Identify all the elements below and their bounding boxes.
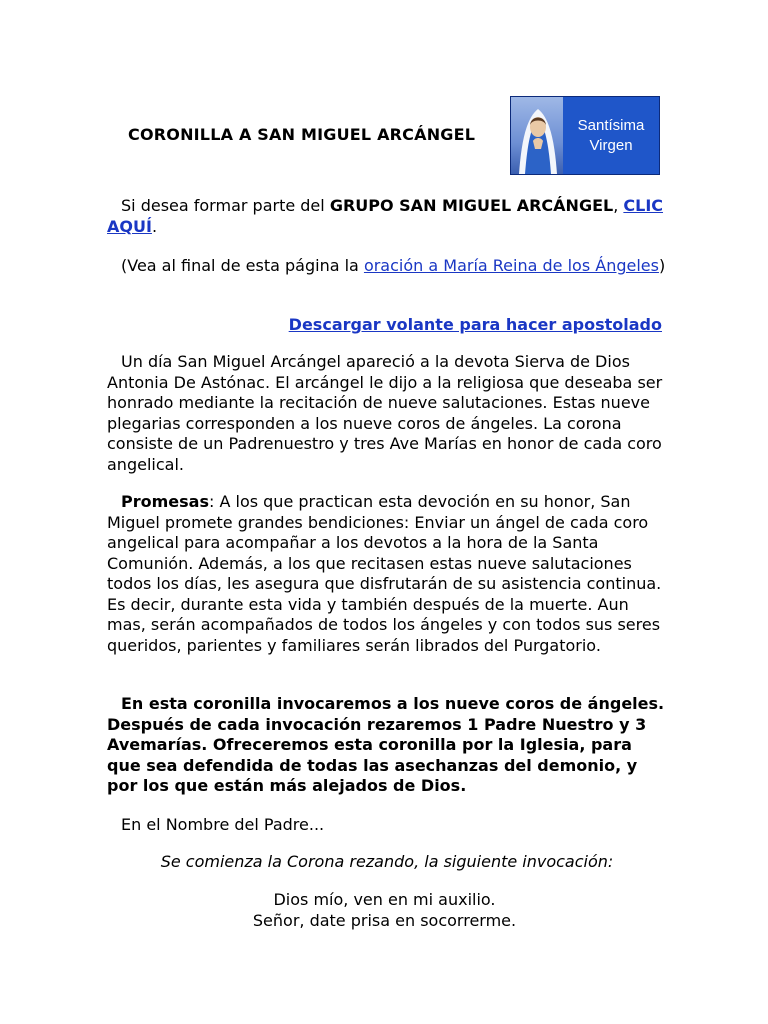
oracion-maria-link[interactable]: oración a María Reina de los Ángeles xyxy=(363,256,659,275)
virgin-portrait-image xyxy=(511,97,563,174)
intro-period: . xyxy=(151,216,158,236)
story-paragraph: Un día San Miguel Arcángel apareció a la devota Sierva de Dios Antonia De Astónac. El arcángel le dijo a la religiosa que deseaba ser honrado mediante la recitación de nueve salutaciones. Estas nueve plegarias corresponden a los nueve coros de ángeles. La corona consiste de un Padrenuestro y tres Ave Marías en honor de cada coro angelical. xyxy=(107,352,663,474)
intro-text: Si desea formar parte del xyxy=(121,196,330,215)
page-title: CORONILLA A SAN MIGUEL ARCÁNGEL xyxy=(128,125,476,144)
descargar-volante-link[interactable]: Descargar volante para hacer apostolado xyxy=(288,315,662,334)
intro-comma: , xyxy=(613,196,624,215)
intro-paragraph xyxy=(107,196,667,237)
santisima-virgen-banner[interactable] xyxy=(510,96,660,175)
promesas-label: Promesas xyxy=(121,492,209,511)
clic-aqui-link[interactable]: CLIC AQUÍ xyxy=(107,196,664,236)
invocation-intro: Se comienza la Corona rezando, la siguiente invocación: xyxy=(160,852,614,871)
promesas-text: : A los que practican esta devoción en su honor, San Miguel promete grandes bendiciones: Enviar un ángel de cada coro angelical para acompañar a los devotos a la hora de la Santa Comunión. Además, a los que recitasen estas nueve salutaciones todos los días, les asegura que disfrutarán de su asistencia continua. Es decir, durante esta vida y también después de la muerte. Aun mas, serán acompañados de todos los ángeles y con todos sus seres queridos, parientes y familiares serán librados del Purgatorio. xyxy=(107,492,662,655)
invocation-line-2: Señor, date prisa en socorrerme. xyxy=(252,910,517,930)
promesas-paragraph xyxy=(107,492,667,656)
note-paragraph xyxy=(107,256,667,277)
invocation-block xyxy=(107,890,662,931)
invocation-line-1: Dios mío, ven en mi auxilio. xyxy=(273,890,496,909)
coronilla-description: En esta coronilla invocaremos a los nueve coros de ángeles. Después de cada invocación rezaremos 1 Padre Nuestro y 3 Avemarías. Ofreceremos esta coronilla por la Iglesia, para que sea defendida de todas las asechanzas del demonio, y por los que están más alejados de Dios. xyxy=(107,694,665,795)
note-text: (Vea al final de esta página la xyxy=(121,256,364,275)
download-paragraph xyxy=(107,315,662,336)
badge-line-2: Virgen xyxy=(589,136,633,154)
group-name: GRUPO SAN MIGUEL ARCÁNGEL xyxy=(329,196,614,215)
note-close: ) xyxy=(658,256,666,275)
badge-line-1: Santísima xyxy=(577,116,645,134)
nombre-padre-text: En el Nombre del Padre... xyxy=(121,815,325,834)
